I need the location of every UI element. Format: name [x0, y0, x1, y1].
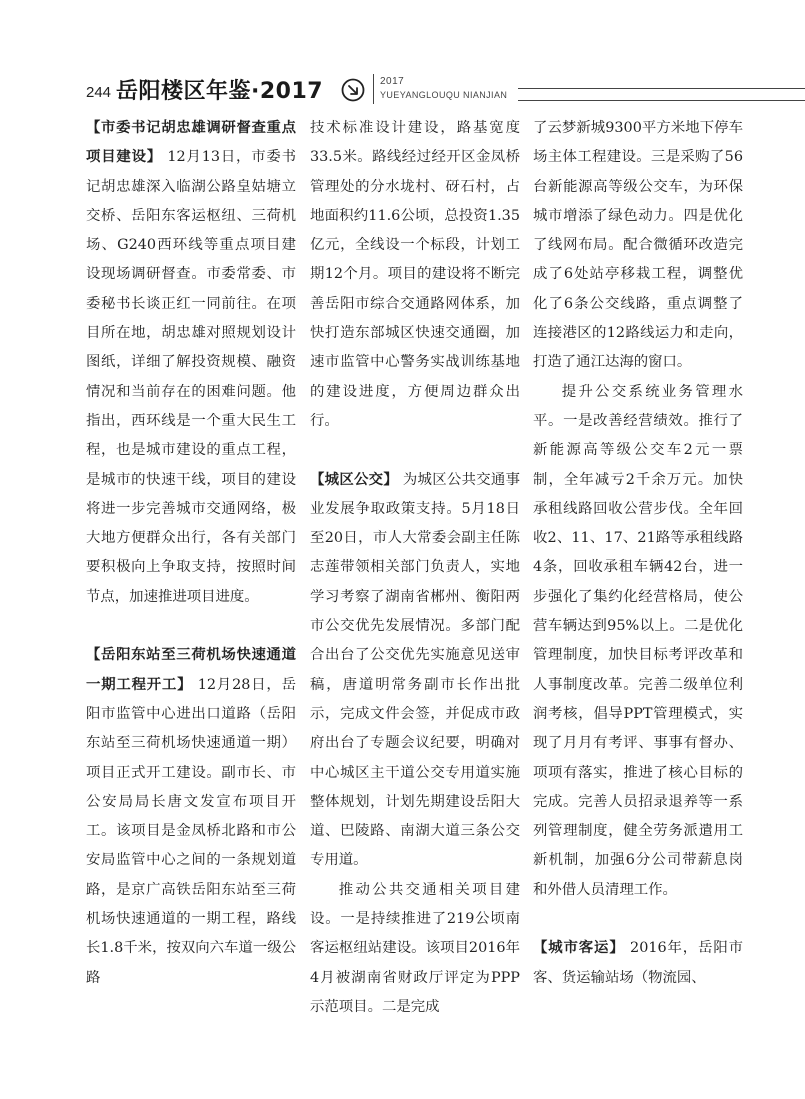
column-2 — [310, 114, 520, 1022]
book-title: 岳阳楼区年鉴·2017 — [116, 79, 324, 104]
article-body: 了云梦新城9300平方米地下停车场主体工程建设。三是采购了56台新能源高等级公交车，为环保城市增添了绿色动力。四是优化了线网布局。配合微循环改造完成了6处站亭移栽工程，调整优化了6条公交线路，重点调整了连接港区的12路线运力和走向，打造了通江达海的窗口。 — [533, 120, 743, 371]
header-year: 2017 — [380, 76, 405, 87]
article-body: 技术标准设计建设，路基宽度33.5米。路线经过经开区金凤桥管理处的分水垅村、砑石村，占地面积约11.6公顷，总投资1.35亿元，全线设一个标段，计划工期12个月。项目的建设将不断完善岳阳市综合交通路网体系，加快打造东部城区快速交通圈，加速市监管中心警务实战训练基地的建设进度，方便周边群众出行。 — [310, 120, 520, 429]
column-1 — [86, 114, 296, 993]
article-heading: 【城区公交】 — [310, 471, 399, 488]
article-heading: 【市委书记胡忠雄调研督查重点项目建设】 — [86, 120, 296, 166]
header-divider — [373, 74, 374, 104]
article-body: 12月13日，市委书记胡忠雄深入临湖公路皇姑塘立交桥、岳阳东客运枢纽、三荷机场、G240西环线等重点项目建设现场调研督查。市委常委、市委秘书长谈正红一同前往。在项目所在地，胡忠雄对照规划设计图纸，详细了解投资规模、融资情况和当前存在的困难问题。他指出，西环线是一个重大民生工程，也是城市建设的重点工程，是城市的快速干线，项目的建设将进一步完善城市交通网络，极大地方便群众出行，各有关部门要积极向上争取支持，按照时间节点，加速推进项目进度。 — [86, 149, 297, 605]
article-body: 12月28日，岳阳市监管中心进出口道路（岳阳东站至三荷机场快速通道一期）项目正式开工建设。副市长、市公安局局长唐文发宣布项目开工。该项目是金凤桥北路和市公安局监管中心之间的一条规划道路，是京广高铁岳阳东站至三荷机场快速通道的一期工程，路线长1.8千米，按双向六车道一级公路 — [86, 676, 296, 986]
down-right-arrow-circle-icon — [341, 78, 365, 102]
page-number: 244 — [86, 84, 112, 101]
article-paragraph — [533, 934, 743, 993]
article-paragraph — [86, 641, 296, 993]
page-header — [86, 70, 805, 110]
article-heading: 【岳阳东站至三荷机场快速通道一期工程开工】 — [86, 647, 296, 693]
header-rule — [518, 88, 805, 101]
article-heading: 【城市客运】 — [533, 940, 625, 957]
article-body: 提升公交系统业务管理水平。一是改善经营绩效。推行了新能源高等级公交车2元一票制，全年减亏2千余万元。加快承租线路回收公营步伐。全年回收2、11、17、21路等承租线路4条，回收承租车辆42台，进一步强化了集约化经营格局，使公营车辆达到95%以上。二是优化管理制度，加快目标考评改革和人事制度改革。完善二级单位利润考核，倡导PPT管理模式，实现了月月有考评、事事有督办、项项有落实，推进了核心目标的完成。完善人员招录退养等一系列管理制度，健全劳务派遣用工新机制，加强6分公司带薪息岗和外借人员清理工作。 — [533, 383, 743, 898]
article-paragraph — [310, 466, 520, 876]
column-3 — [533, 114, 743, 993]
header-pinyin: YUEYANGLOUQU NIANJIAN — [380, 90, 508, 100]
article-paragraph — [86, 114, 296, 612]
article-body: 为城区公共交通事业发展争取政策支持。5月18日至20日，市人大常委会副主任陈志莲带领相关部门负责人，实地学习考察了湖南省郴州、衡阳两市公交优先发展情况。多部门配合出台了公交优先实施意见送审稿，唐道明常务副市长作出批示，完成文件会签，并促成市政府出台了专题会议纪要，明确对中心城区主干道公交专用道实施整体规划，计划先期建设岳阳大道、巴陵路、南湖大道三条公交专用道。 — [310, 471, 520, 869]
article-body: 推动公共交通相关项目建设。一是持续推进了219公顷南客运枢纽站建设。该项目2016年4月被湖南省财政厅评定为PPP示范项目。二是完成 — [310, 881, 520, 1015]
article-body: 2016年，岳阳市客、货运输站场（物流园、 — [533, 940, 743, 986]
